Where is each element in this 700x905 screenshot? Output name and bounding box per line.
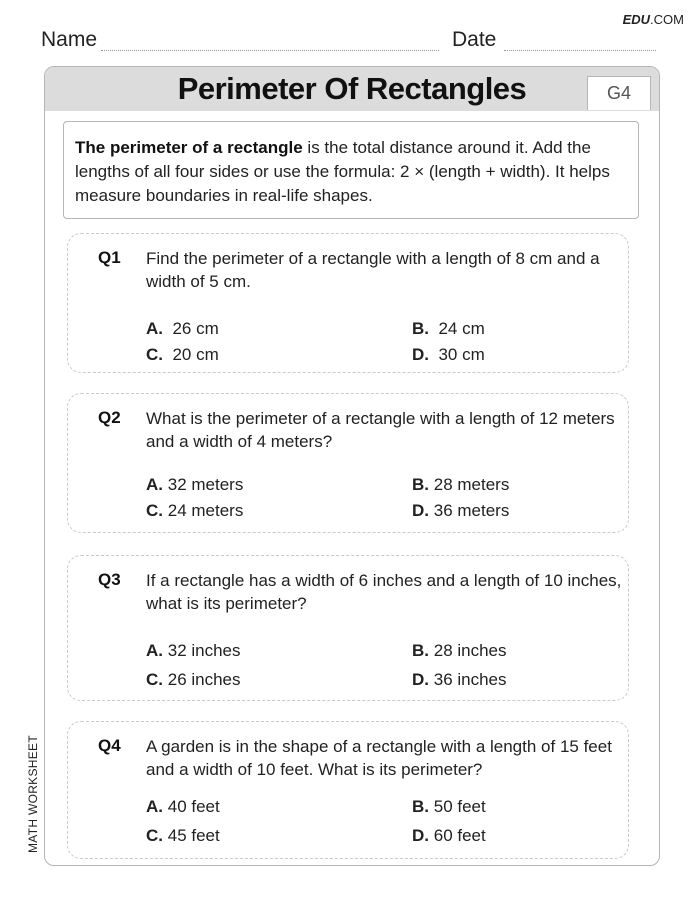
question-text: If a rectangle has a width of 6 inches and a length of 10 inches, what is its perimeter?: [146, 571, 622, 613]
option-text: 30 cm: [438, 345, 485, 364]
option-text: 32 meters: [167, 475, 244, 494]
option-letter: C.: [146, 501, 163, 520]
option-a[interactable]: [146, 319, 219, 339]
question-card-q3: [67, 555, 629, 701]
name-label: Name: [41, 28, 98, 51]
option-text: 28 meters: [433, 475, 510, 494]
intro-box: [63, 121, 639, 219]
option-b[interactable]: [412, 475, 509, 495]
worksheet-frame: [44, 66, 660, 866]
option-b[interactable]: [412, 319, 485, 339]
question-number: Q2: [98, 408, 121, 427]
option-c[interactable]: [146, 345, 219, 365]
side-label: MATH WORKSHEET: [26, 735, 40, 853]
option-letter: B.: [412, 475, 429, 494]
option-letter: A.: [146, 475, 163, 494]
option-text: 28 inches: [433, 641, 507, 660]
question-text: What is the perimeter of a rectangle with a length of 12 meters and a width of 4 meters?: [146, 409, 615, 451]
brand-logo: [623, 12, 684, 27]
option-letter: C.: [146, 826, 163, 845]
option-b[interactable]: [412, 641, 507, 661]
brand-suffix: .COM: [650, 12, 684, 27]
intro-bold-lead: The perimeter of a rectangle: [75, 138, 303, 157]
option-text: 60 feet: [433, 826, 486, 845]
option-letter: D.: [412, 826, 429, 845]
option-d[interactable]: [412, 501, 509, 521]
option-c[interactable]: [146, 670, 241, 690]
option-text: 26 cm: [172, 319, 219, 338]
question-card-q4: [67, 721, 629, 859]
option-a[interactable]: [146, 641, 241, 661]
page-title: Perimeter Of Rectangles: [177, 71, 527, 106]
option-text: 24 cm: [438, 319, 485, 338]
date-label: Date: [452, 28, 497, 51]
question-number: Q1: [98, 248, 121, 267]
option-letter: C.: [146, 670, 163, 689]
question-text: Find the perimeter of a rectangle with a length of 8 cm and a width of 5 cm.: [146, 249, 600, 291]
option-letter: D.: [412, 501, 429, 520]
option-text: 24 meters: [167, 501, 244, 520]
question-text: A garden is in the shape of a rectangle with a length of 15 feet and a width of 10 feet. What is its perimeter?: [146, 737, 612, 779]
option-letter: B.: [412, 319, 429, 338]
grade-badge: G4: [587, 76, 651, 110]
option-text: 36 inches: [433, 670, 507, 689]
option-text: 36 meters: [433, 501, 510, 520]
question-number: Q3: [98, 570, 121, 589]
option-b[interactable]: [412, 797, 486, 817]
option-c[interactable]: [146, 501, 243, 521]
option-letter: B.: [412, 797, 429, 816]
option-text: 20 cm: [172, 345, 219, 364]
option-d[interactable]: [412, 670, 507, 690]
title-bar: [45, 67, 659, 111]
question-card-q2: [67, 393, 629, 533]
intro-text: is the total distance around it. Add the lengths of all four sides or use the formula: 2 × (length + width). It helps measure boundaries in real-life shapes.: [75, 138, 610, 205]
option-letter: D.: [412, 670, 429, 689]
option-letter: A.: [146, 797, 163, 816]
question-number: Q4: [98, 736, 121, 755]
question-card-q1: [67, 233, 629, 373]
option-a[interactable]: [146, 797, 220, 817]
date-line[interactable]: [504, 50, 656, 51]
option-letter: A.: [146, 641, 163, 660]
option-text: 26 inches: [167, 670, 241, 689]
option-text: 50 feet: [433, 797, 486, 816]
option-letter: D.: [412, 345, 429, 364]
brand-name: EDU: [622, 12, 651, 27]
option-letter: A.: [146, 319, 163, 338]
option-d[interactable]: [412, 345, 485, 365]
option-letter: C.: [146, 345, 163, 364]
option-text: 40 feet: [167, 797, 220, 816]
option-text: 32 inches: [167, 641, 241, 660]
option-a[interactable]: [146, 475, 243, 495]
name-line[interactable]: [101, 50, 439, 51]
option-c[interactable]: [146, 826, 220, 846]
option-text: 45 feet: [167, 826, 220, 845]
option-d[interactable]: [412, 826, 486, 846]
option-letter: B.: [412, 641, 429, 660]
